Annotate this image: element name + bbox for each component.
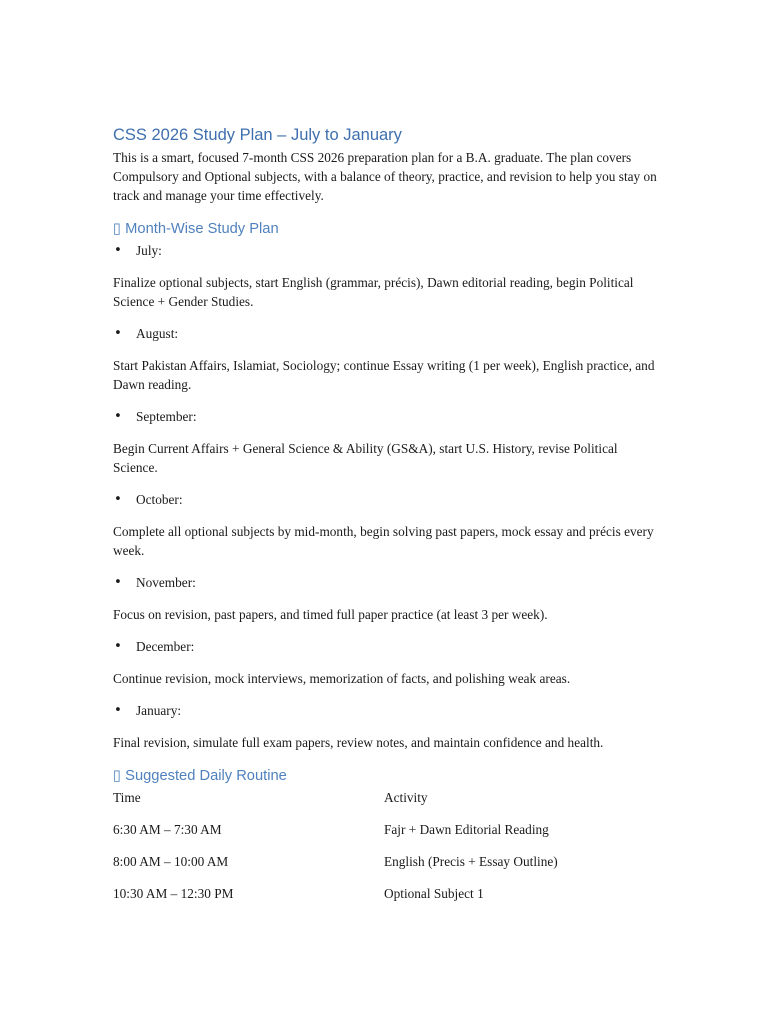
table-row — [113, 820, 658, 839]
bullet-icon: • — [114, 703, 122, 718]
month-list — [113, 241, 658, 752]
bullet-icon: • — [114, 326, 122, 341]
intro-paragraph: This is a smart, focused 7-month CSS 2026 preparation plan for a B.A. graduate. The plan covers Compulsory and Optional subjects, with a balance of theory, practice, and revision to help you stay on track and manage your time effectively. — [113, 150, 657, 203]
month-label: July: — [136, 243, 162, 258]
month-item-september — [113, 407, 658, 426]
bullet-icon: • — [114, 409, 122, 424]
bullet-icon: • — [114, 575, 122, 590]
daily-routine-heading: ▯ Suggested Daily Routine — [113, 768, 287, 784]
bullet-icon: • — [114, 492, 122, 507]
column-header-activity: Activity — [384, 790, 428, 805]
month-item-january — [113, 701, 658, 720]
month-item-july — [113, 241, 658, 260]
document-body — [113, 124, 658, 916]
activity-cell: English (Precis + Essay Outline) — [384, 854, 558, 869]
time-cell: 8:00 AM – 10:00 AM — [113, 854, 229, 869]
time-cell: 6:30 AM – 7:30 AM — [113, 822, 222, 837]
month-description: Begin Current Affairs + General Science & Ability (GS&A), start U.S. History, revise Political Science. — [113, 441, 618, 475]
table-row — [113, 852, 658, 871]
month-item-november — [113, 573, 658, 592]
month-label: August: — [136, 326, 179, 341]
month-plan-heading: ▯ Month-Wise Study Plan — [113, 221, 279, 237]
table-row — [113, 884, 658, 903]
bullet-icon: • — [114, 639, 122, 654]
document-title: CSS 2026 Study Plan – July to January — [113, 126, 402, 144]
month-description: Complete all optional subjects by mid-month, begin solving past papers, mock essay and précis every week. — [113, 524, 654, 558]
activity-cell: Fajr + Dawn Editorial Reading — [384, 822, 549, 837]
routine-header-row — [113, 788, 658, 807]
month-label: September: — [136, 409, 197, 424]
month-description: Final revision, simulate full exam papers, review notes, and maintain confidence and health. — [113, 735, 604, 750]
month-label: October: — [136, 492, 183, 507]
month-description: Start Pakistan Affairs, Islamiat, Sociology; continue Essay writing (1 per week), English practice, and Dawn reading. — [113, 358, 655, 392]
time-cell: 10:30 AM – 12:30 PM — [113, 886, 234, 901]
month-item-october — [113, 490, 658, 509]
bullet-icon: • — [114, 243, 122, 258]
month-description: Finalize optional subjects, start English (grammar, précis), Dawn editorial reading, begin Political Science + Gender Studies. — [113, 275, 634, 309]
month-item-august — [113, 324, 658, 343]
activity-cell: Optional Subject 1 — [384, 886, 484, 901]
month-label: December: — [136, 639, 195, 654]
routine-table — [113, 788, 658, 903]
month-item-december — [113, 637, 658, 656]
month-description: Focus on revision, past papers, and timed full paper practice (at least 3 per week). — [113, 607, 548, 622]
column-header-time: Time — [113, 790, 141, 805]
month-label: November: — [136, 575, 196, 590]
month-label: January: — [136, 703, 182, 718]
month-description: Continue revision, mock interviews, memorization of facts, and polishing weak areas. — [113, 671, 571, 686]
